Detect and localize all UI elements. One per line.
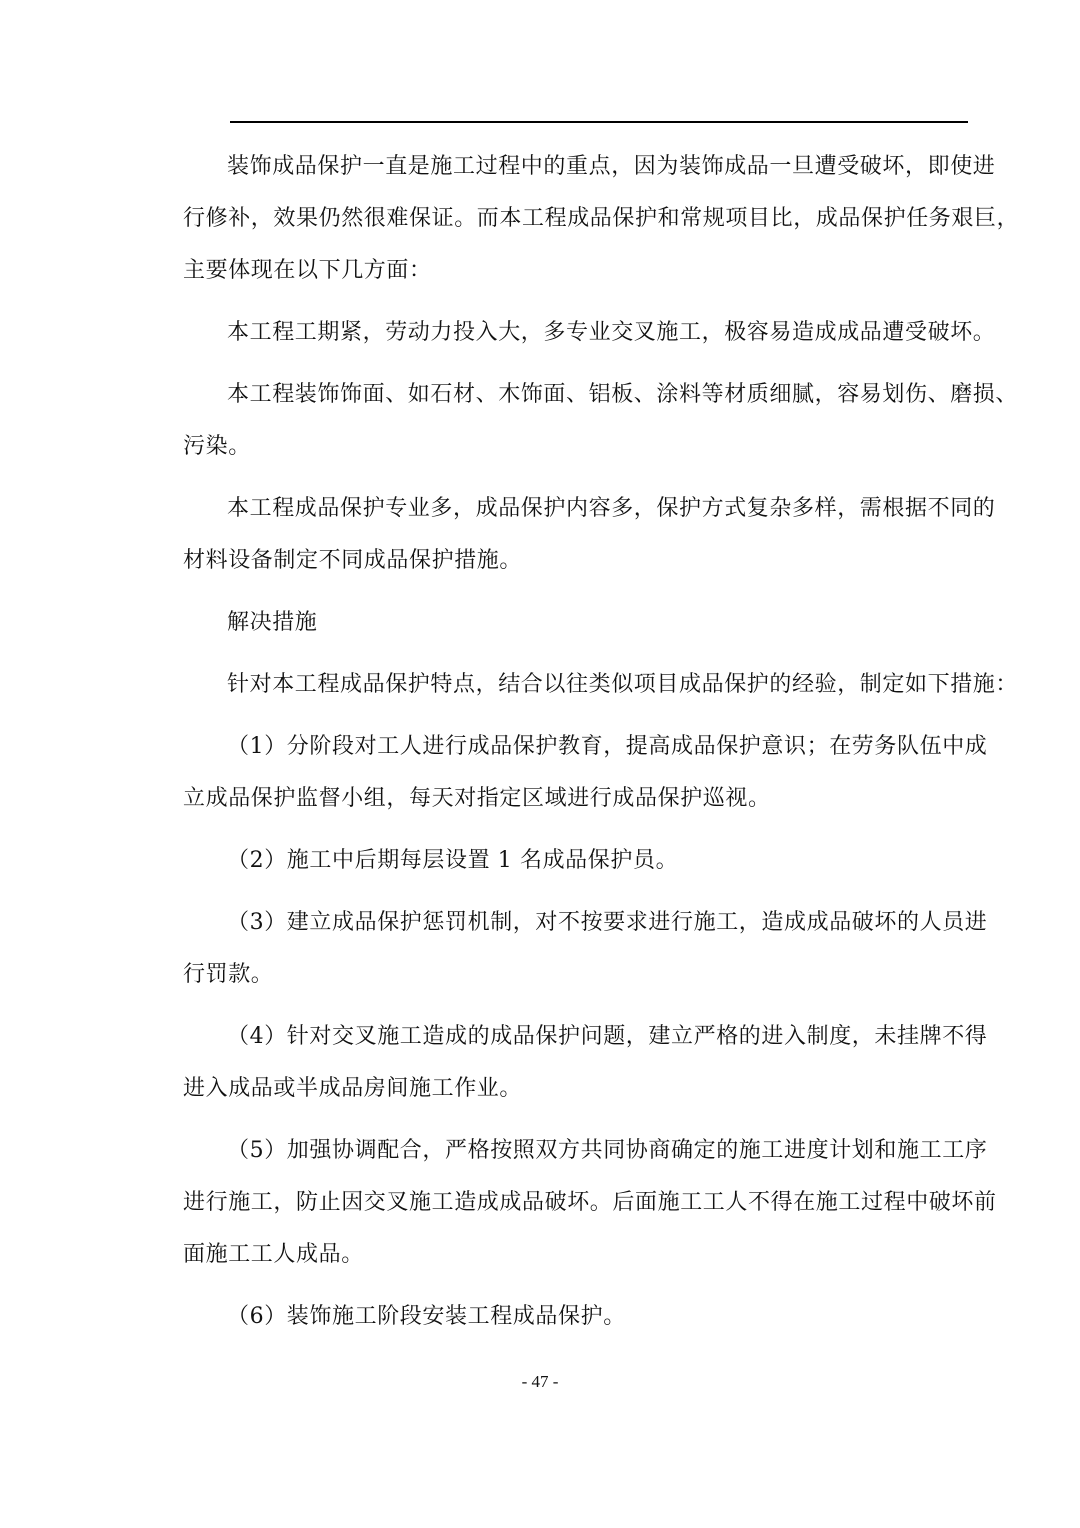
measure-item-2	[183, 835, 983, 887]
paragraph-line: 行罚款。	[183, 962, 274, 987]
paragraph-line: 进行施工，防止因交叉施工造成成品破坏。后面施工工人不得在施工过程中破坏前	[183, 1190, 997, 1215]
section-heading-solutions	[183, 597, 983, 649]
paragraph-line: 材料设备制定不同成品保护措施。	[183, 548, 523, 573]
paragraph-line: 本工程工期紧，劳动力投入大，多专业交叉施工，极容易造成成品遭受破坏。	[227, 320, 996, 345]
page-number: - 47 -	[521, 1372, 559, 1391]
paragraph-line: 针对本工程成品保护特点，结合以往类似项目成品保护的经验，制定如下措施：	[227, 672, 1019, 697]
paragraph-intro	[183, 141, 1020, 297]
paragraph-line: 解决措施	[227, 610, 318, 635]
paragraph-schedule	[183, 307, 996, 359]
paragraph-complexity	[183, 483, 996, 587]
paragraph-measures-intro	[183, 659, 1019, 711]
header-rule	[230, 121, 968, 123]
paragraph-line: 装饰成品保护一直是施工过程中的重点，因为装饰成品一旦遭受破坏，即使进	[227, 154, 996, 179]
paragraph-line: （3）建立成品保护惩罚机制，对不按要求进行施工，造成成品破坏的人员进	[227, 910, 988, 935]
paragraph-line: （5）加强协调配合，严格按照双方共同协商确定的施工进度计划和施工工序	[227, 1138, 988, 1163]
document-body	[183, 141, 1020, 1343]
paragraph-materials	[183, 369, 1019, 473]
measure-item-1	[183, 721, 988, 825]
paragraph-line: 污染。	[183, 434, 251, 459]
paragraph-line: 行修补，效果仍然很难保证。而本工程成品保护和常规项目比，成品保护任务艰巨，	[183, 206, 1020, 231]
paragraph-line: 进入成品或半成品房间施工作业。	[183, 1076, 523, 1101]
measure-item-4	[183, 1011, 988, 1115]
paragraph-line: 本工程装饰饰面、如石材、木饰面、铝板、涂料等材质细腻，容易划伤、磨损、	[227, 382, 1019, 407]
paragraph-line: （6）装饰施工阶段安装工程成品保护。	[227, 1304, 626, 1329]
paragraph-line: （1）分阶段对工人进行成品保护教育，提高成品保护意识；在劳务队伍中成	[227, 734, 988, 759]
paragraph-line: 本工程成品保护专业多，成品保护内容多，保护方式复杂多样，需根据不同的	[227, 496, 996, 521]
measure-item-5	[183, 1125, 997, 1281]
paragraph-line: （4）针对交叉施工造成的成品保护问题，建立严格的进入制度，未挂牌不得	[227, 1024, 988, 1049]
paragraph-line: 立成品保护监督小组，每天对指定区域进行成品保护巡视。	[183, 786, 771, 811]
measure-item-6	[183, 1291, 983, 1343]
paragraph-line: 主要体现在以下几方面：	[183, 258, 432, 283]
measure-item-3	[183, 897, 988, 1001]
paragraph-line: （2）施工中后期每层设置 1 名成品保护员。	[227, 848, 679, 873]
paragraph-line: 面施工工人成品。	[183, 1242, 364, 1267]
